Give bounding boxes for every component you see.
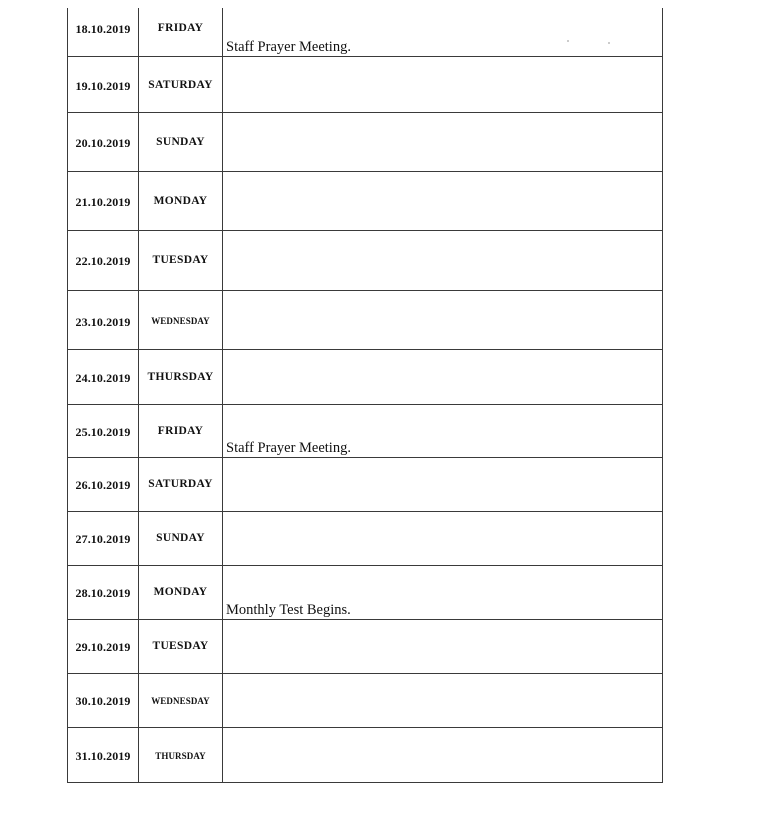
table-row — [68, 349, 663, 404]
event-cell — [223, 727, 663, 782]
table-row — [68, 112, 663, 171]
date-text: 20.10.2019 — [75, 135, 131, 150]
day-cell — [139, 727, 223, 782]
table-row — [68, 290, 663, 349]
date-cell — [68, 349, 139, 404]
date-text: 31.10.2019 — [75, 748, 131, 763]
event-cell — [223, 230, 663, 290]
table-row — [68, 8, 663, 56]
day-cell — [139, 8, 223, 56]
date-text: 28.10.2019 — [75, 585, 131, 600]
date-text: 26.10.2019 — [75, 477, 131, 492]
day-text: SATURDAY — [148, 477, 213, 490]
day-text: THURSDAY — [155, 750, 206, 761]
table-row — [68, 56, 663, 112]
event-cell — [223, 56, 663, 112]
date-cell — [68, 290, 139, 349]
date-text: 25.10.2019 — [75, 424, 131, 439]
table-row — [68, 673, 663, 727]
event-text: Monthly Test Begins. — [226, 601, 351, 618]
event-cell — [223, 8, 663, 56]
day-cell — [139, 112, 223, 171]
day-text: TUESDAY — [152, 253, 209, 266]
date-text: 27.10.2019 — [75, 531, 131, 546]
table-row — [68, 171, 663, 230]
day-cell — [139, 171, 223, 230]
day-cell — [139, 56, 223, 112]
date-text: 19.10.2019 — [75, 78, 131, 93]
day-cell — [139, 230, 223, 290]
scan-speck — [608, 42, 610, 44]
event-cell — [223, 619, 663, 673]
day-cell — [139, 404, 223, 457]
date-cell — [68, 619, 139, 673]
event-cell — [223, 673, 663, 727]
day-text: FRIDAY — [157, 424, 204, 437]
date-cell — [68, 404, 139, 457]
event-text: Staff Prayer Meeting. — [226, 38, 351, 55]
event-cell — [223, 290, 663, 349]
event-text: Staff Prayer Meeting. — [226, 439, 351, 456]
table-row — [68, 404, 663, 457]
event-cell — [223, 404, 663, 457]
date-cell — [68, 727, 139, 782]
date-text: 23.10.2019 — [75, 314, 131, 329]
date-cell — [68, 565, 139, 619]
day-cell — [139, 619, 223, 673]
table-row — [68, 565, 663, 619]
day-cell — [139, 349, 223, 404]
event-cell — [223, 171, 663, 230]
day-text: FRIDAY — [157, 22, 204, 34]
date-cell — [68, 511, 139, 565]
day-text: SATURDAY — [148, 78, 213, 91]
event-cell — [223, 112, 663, 171]
day-text: SUNDAY — [156, 135, 205, 148]
day-cell — [139, 290, 223, 349]
date-cell — [68, 457, 139, 511]
date-text: 29.10.2019 — [75, 639, 131, 654]
table-row — [68, 619, 663, 673]
event-cell — [223, 457, 663, 511]
date-cell — [68, 112, 139, 171]
day-cell — [139, 565, 223, 619]
table-row — [68, 727, 663, 782]
day-text: WEDNESDAY — [151, 695, 210, 706]
date-cell — [68, 673, 139, 727]
date-cell — [68, 56, 139, 112]
scan-speck — [567, 40, 569, 42]
date-text: 24.10.2019 — [75, 370, 131, 385]
calendar-table — [67, 8, 663, 783]
day-cell — [139, 511, 223, 565]
day-text: THURSDAY — [147, 370, 214, 383]
day-cell — [139, 673, 223, 727]
table-row — [68, 230, 663, 290]
table-row — [68, 511, 663, 565]
date-text: 18.10.2019 — [75, 22, 131, 36]
day-text: MONDAY — [153, 194, 208, 207]
event-cell — [223, 511, 663, 565]
day-cell — [139, 457, 223, 511]
date-text: 21.10.2019 — [75, 194, 131, 209]
date-cell — [68, 8, 139, 56]
date-cell — [68, 171, 139, 230]
day-text: MONDAY — [153, 585, 208, 598]
table-row — [68, 457, 663, 511]
day-text: WEDNESDAY — [151, 315, 210, 326]
day-text: TUESDAY — [152, 639, 209, 652]
date-cell — [68, 230, 139, 290]
event-cell — [223, 565, 663, 619]
event-cell — [223, 349, 663, 404]
day-text: SUNDAY — [156, 531, 205, 544]
date-text: 22.10.2019 — [75, 253, 131, 268]
date-text: 30.10.2019 — [75, 693, 131, 708]
